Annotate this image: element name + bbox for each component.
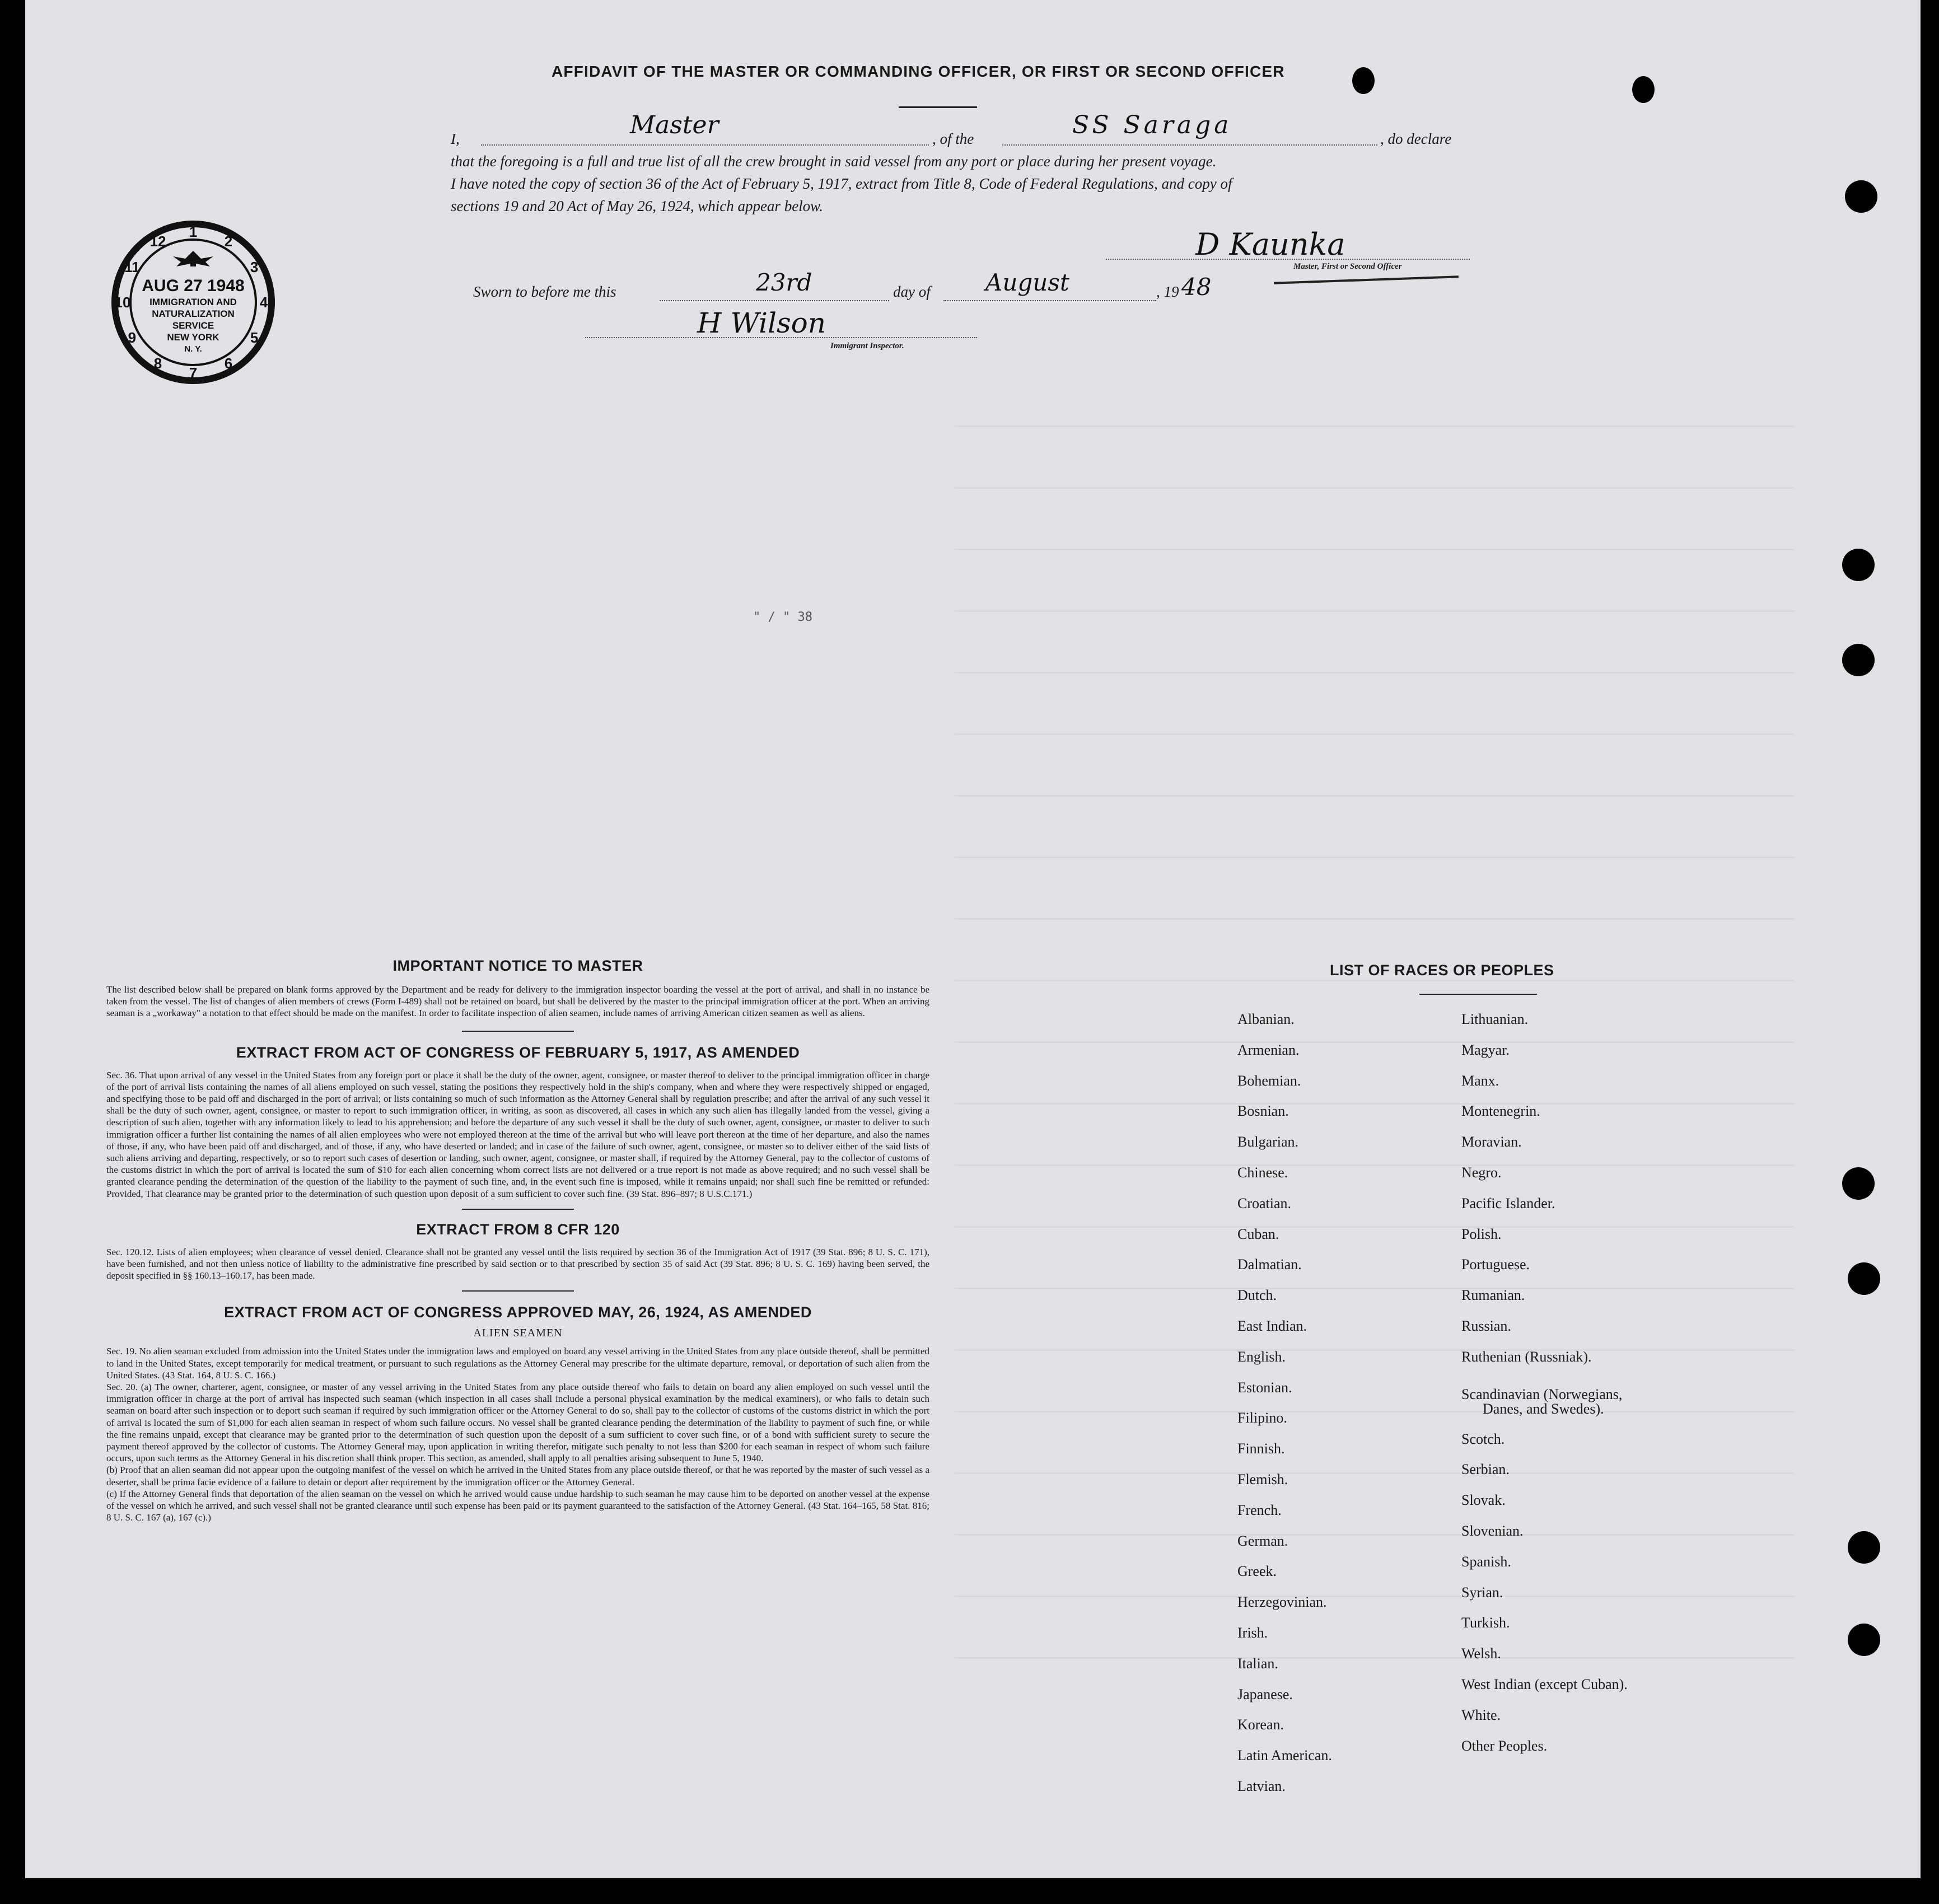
race-item: Bohemian. [1237, 1072, 1301, 1089]
race-item: Spanish. [1461, 1553, 1511, 1570]
stamp-line: NEW YORK [167, 332, 219, 343]
race-item: Albanian. [1237, 1011, 1295, 1027]
vessel-name-handwriting: SS Saraga [1072, 111, 1232, 139]
declaration [451, 111, 1503, 217]
race-item: Croatian. [1237, 1195, 1292, 1211]
race-item: Danes, and Swedes). [1483, 1400, 1604, 1417]
race-item: West Indian (except Cuban). [1461, 1676, 1628, 1692]
stamp-line: NATURALIZATION [152, 308, 235, 319]
race-item: Montenegrin. [1461, 1103, 1540, 1120]
stamp-line: N. Y. [184, 344, 202, 354]
race-item: Other Peoples. [1461, 1737, 1548, 1754]
race-item: Russian. [1461, 1317, 1511, 1334]
race-item: Ruthenian (Russniak). [1461, 1348, 1592, 1365]
race-item: Slovenian. [1461, 1522, 1524, 1539]
stamp-date: AUG 27 1948 [142, 277, 245, 295]
divider [462, 1031, 574, 1032]
cfr-text: Sec. 120.12. Lists of alien employees; when clearance of vessel denied. Clearance shall not be granted any vessel until the lists required by section 36 of the Immigration Act of 1917 (39 Stat. 896; 8 U. S. C. 171), have been furnished, and not then unless notice of liability to the administrative fine prescribed by said section or to that prescribed by section 35 of said Act (39 Stat. 896; 8 U. S. C. 169) having been served, the deposit specified in §§ 160.13–160.17, has been made. [106, 1246, 929, 1281]
month-handwriting: August [985, 269, 1069, 296]
affidavit-title: AFFIDAVIT OF THE MASTER OR COMMANDING OFFICER, OR FIRST OR SECOND OFFICER [552, 63, 1285, 80]
title-rule [899, 106, 977, 108]
race-item: Slovak. [1461, 1492, 1506, 1509]
punch-hole [1845, 180, 1877, 213]
declaration-line-3: I have noted the copy of section 36 of the Act of February 5, 1917, extract from Title 8, Code of Federal Regulations, and copy of [451, 175, 1232, 192]
year-handwriting: 48 [1181, 273, 1212, 301]
punch-hole [1848, 1262, 1880, 1295]
stamp-number: 6 [224, 355, 233, 372]
signature-strike [1274, 275, 1459, 284]
race-item: English. [1237, 1348, 1286, 1365]
punch-hole [1842, 644, 1875, 676]
divider [462, 1209, 574, 1210]
race-item: Portuguese. [1461, 1256, 1530, 1273]
race-item: Manx. [1461, 1072, 1499, 1089]
race-item: Estonian. [1237, 1379, 1292, 1396]
race-item: Dalmatian. [1237, 1256, 1302, 1273]
race-item: Flemish. [1237, 1471, 1288, 1487]
vessel-name-field[interactable] [1002, 144, 1377, 146]
notice-title: IMPORTANT NOTICE TO MASTER [393, 957, 643, 974]
divider [462, 1290, 574, 1292]
race-item: White. [1461, 1706, 1501, 1723]
race-item: Latvian. [1237, 1777, 1286, 1794]
punch-hole [1842, 549, 1875, 581]
act1924-sec20c: (c) If the Attorney General finds that deportation of the alien seaman on the vessel on which he arrived would cause undue hardship to such seaman he may cause him to be deported on another vessel at the expense of the vessel on which he arrived, and such vessel shall not be granted clearance until such expense has been paid or its payment guaranteed to the satisfaction of the Attorney General. (43 Stat. 164–165, 58 Stat. 816; 8 U. S. C. 167 (a), 167 (c).) [106, 1488, 929, 1523]
eagle-icon [173, 251, 213, 266]
immigration-date-stamp [109, 218, 277, 386]
race-item: Korean. [1237, 1716, 1284, 1733]
day-handwriting: 23rd [756, 269, 812, 296]
race-item: Bosnian. [1237, 1103, 1289, 1120]
race-item: Latin American. [1237, 1747, 1332, 1764]
form-page [25, 0, 1921, 1878]
race-item: Cuban. [1237, 1225, 1279, 1242]
month-field[interactable] [943, 300, 1156, 301]
notice-column [106, 957, 929, 1524]
stamp-number: 5 [250, 329, 259, 346]
race-item: German. [1237, 1532, 1288, 1549]
notice-text: The list described below shall be prepared on blank forms approved by the Department and be ready for delivery to the immigration inspector boarding the vessel at the port of arrival, and shall in no instance be taken from the vessel. The list of changes of alien members of crews (Form I-489) shall not be retained on board, but shall be delivered by the master to the principal immigration officer at the port. When an arriving seaman is a „workaway" a notation to that effect should be made on the manifest. In order to facilitate inspection of alien seamen, include names of arriving American citizen seamen as well as aliens. [106, 984, 929, 1019]
race-item: Syrian. [1461, 1584, 1503, 1601]
race-item: Finnish. [1237, 1440, 1285, 1457]
sworn-line: Sworn to before me this 23rd day of August , 19 48 [473, 269, 1212, 301]
race-item: Rumanian. [1461, 1287, 1525, 1304]
race-item: Serbian. [1461, 1461, 1510, 1478]
act1924-subtitle: ALIEN SEAMEN [473, 1327, 563, 1340]
day-field[interactable] [660, 300, 889, 301]
stamp-number: 10 [114, 294, 131, 311]
race-item: Welsh. [1461, 1645, 1501, 1662]
punch-hole [1842, 1167, 1875, 1200]
race-item: Italian. [1237, 1655, 1278, 1672]
race-item: Irish. [1237, 1624, 1268, 1641]
punch-hole [1848, 1531, 1880, 1564]
inspector-caption: Immigrant Inspector. [830, 341, 904, 350]
declaration-line-2: that the foregoing is a full and true list of all the crew brought in said vessel from any port or place during her present voyage. [451, 153, 1217, 170]
race-item: Chinese. [1237, 1164, 1288, 1181]
race-item: Negro. [1461, 1164, 1502, 1181]
act1917-text: Sec. 36. That upon arrival of any vessel in the United States from any foreign port or place it shall be the duty of the owner, agent, consignee, or master thereof to deliver to the principal immigration officer in charge of the port of arrival lists containing the names of all aliens employed on such vessel, stating the positions they respectively hold in the ship's company, when and where they were respectively shipped or engaged, and specifying those to be paid off and discharged in the port of arrival; or lists containing so much of such information as the Attorney General shall by regulation prescribe; and after the arrival of any such vessel it shall be the duty of such owner, agent, consignee, or master to report to such immigration officer, in writing, as soon as discovered, all cases in which any such alien has illegally landed from the vessel, giving a description of such alien, together with any information likely to lead to his apprehension; and before the departure of any such vessel it shall be the duty of such owner, agent, consignee, or master to deliver to such immigration officer a further list containing the names of all alien employees who were not employed thereon at the time of the arrival but who will leave port thereon at the time of her departure, and also the names of those, if any, who have been paid off and discharged, and of those, if any, who have deserted or landed; and in case of the failure of such owner, agent, consignee, or master so to deliver either of the said lists of such aliens arriving and departing, respectively, or so to report such cases of desertion or landing, such owner, agent, consignee, or master shall, if required by the Attorney General, pay to the collector of customs of the customs district in which the port of arrival is located the sum of $10 for each alien concerning whom correct lists are not delivered or a true report is not made as above required; and no such vessel shall be granted clearance pending the determination of the question of the liability to the payment of such fine, and, in the event such fine is imposed, while it remains unpaid; nor shall such fine be remitted or refunded: Provided, That clearance may be granted prior to the determination of such question upon deposit of a sum sufficient to cover such fine. (39 Stat. 896–897; 8 U.S.C.171.) [106, 1069, 929, 1199]
race-item: Moravian. [1461, 1134, 1522, 1150]
declaration-line-4: sections 19 and 20 Act of May 26, 1924, which appear below. [451, 198, 823, 214]
race-item: Armenian. [1237, 1041, 1300, 1058]
officer-signature-handwriting: D Kaunka [1195, 227, 1345, 262]
race-item: Scotch. [1461, 1430, 1505, 1447]
race-item: Dutch. [1237, 1287, 1277, 1304]
stamp-line: IMMIGRATION AND [149, 297, 237, 307]
race-item: Herzegovinian. [1237, 1594, 1327, 1611]
cfr-title: EXTRACT FROM 8 CFR 120 [416, 1220, 620, 1238]
act1924-title: EXTRACT FROM ACT OF CONGRESS APPROVED MAY, 26, 1924, AS AMENDED [224, 1304, 812, 1321]
stamp-number: 11 [124, 259, 140, 275]
act1924-sec20b: (b) Proof that an alien seaman did not appear upon the outgoing manifest of the vessel on which he arrived in the United States from any place outside thereof, or that he was reported by the master of such vessel as a deserter, shall be prima facie evidence of a failure to detain or deport after requirement by the immigration officer or the Attorney General. [106, 1465, 929, 1487]
race-item: Turkish. [1461, 1615, 1510, 1631]
stamp-line: SERVICE [172, 320, 214, 331]
signature-caption: Master, First or Second Officer [1293, 262, 1402, 271]
race-item: Pacific Islander. [1461, 1195, 1555, 1211]
races-right-column [1461, 1011, 1775, 1768]
race-item: Filipino. [1237, 1410, 1287, 1426]
punch-hole [1848, 1624, 1880, 1656]
bleed-through-mark: " / " 38 [753, 610, 812, 624]
act1917-title: EXTRACT FROM ACT OF CONGRESS OF FEBRUARY 5, 1917, AS AMENDED [236, 1044, 800, 1061]
stamp-number: 4 [259, 294, 268, 311]
stamp-number: 12 [149, 232, 166, 250]
act1924-sec19: Sec. 19. No alien seaman excluded from admission into the United States under the immigration laws and employed on board any vessel arriving in the United States from any place outside thereof, shall be permitted to land in the United States, except temporarily for medical treatment, or pursuant to such regulations as the Attorney General may prescribe for the ultimate departure, removal, or deportation of such alien from the United States. (43 Stat. 164, 8 U. S. C. 166.) [106, 1346, 929, 1381]
races-title: LIST OF RACES OR PEOPLES [1330, 962, 1554, 979]
race-item: Japanese. [1237, 1686, 1293, 1702]
inspector-signature-handwriting: H Wilson [697, 307, 826, 339]
race-item: East Indian. [1237, 1317, 1307, 1334]
stamp-number: 9 [128, 329, 137, 346]
race-item: Magyar. [1461, 1041, 1510, 1058]
stamp-number: 1 [189, 223, 198, 240]
race-item: Greek. [1237, 1563, 1277, 1580]
race-item: Bulgarian. [1237, 1134, 1299, 1150]
master-name-field[interactable] [481, 144, 929, 146]
races-rule [1419, 994, 1537, 995]
stamp-number: 7 [189, 364, 198, 381]
stamp-number: 8 [153, 355, 162, 372]
race-item: Lithuanian. [1461, 1011, 1529, 1027]
punch-hole [1352, 67, 1375, 94]
master-name-handwriting: Master [630, 111, 719, 139]
races-left-column [1237, 1011, 1439, 1809]
race-item: French. [1237, 1501, 1282, 1518]
race-item: Polish. [1461, 1225, 1502, 1242]
race-item: Scandinavian (Norwegians, [1461, 1386, 1623, 1402]
stamp-number: 3 [250, 259, 259, 275]
declaration-line-1: I, Master , of the SS Saraga , do declare [451, 111, 1452, 147]
punch-hole [1632, 76, 1655, 103]
act1924-sec20a: Sec. 20. (a) The owner, charterer, agent, consignee, or master of any vessel arriving in the United States from any place outside thereof who fails to detain on board any alien employed on such vessel until the immigration officer in charge at the port of arrival has inspected such seaman (which inspection in all cases shall include a personal physical examination by the medical examiners), or who fails to detain such seaman on board after such inspection or to deport such seaman if required by such immigration officer or the Attorney General to do so, shall pay to the collector of customs of the customs district in which the port of arrival is located the sum of $1,000 for each alien seaman in respect of whom such failure occurs. No vessel shall be granted clearance pending the determination of the liability to payment of such fine, or while the fine remains unpaid, except that clearance may be granted prior to the determination of such question upon the deposit of a sum sufficient to cover such fine, or of a bond with sufficient surety to secure the payment thereof approved by the collector of customs. The Attorney General may, upon application in writing therefor, mitigate such penalty to not less than $200 for each seaman in respect of whom such failure occurs, upon such terms as the Attorney General in his discretion shall think proper. This section, as amended, shall apply to all penalties arising subsequent to June 5, 1940. [106, 1382, 929, 1464]
stamp-number: 2 [224, 232, 233, 250]
